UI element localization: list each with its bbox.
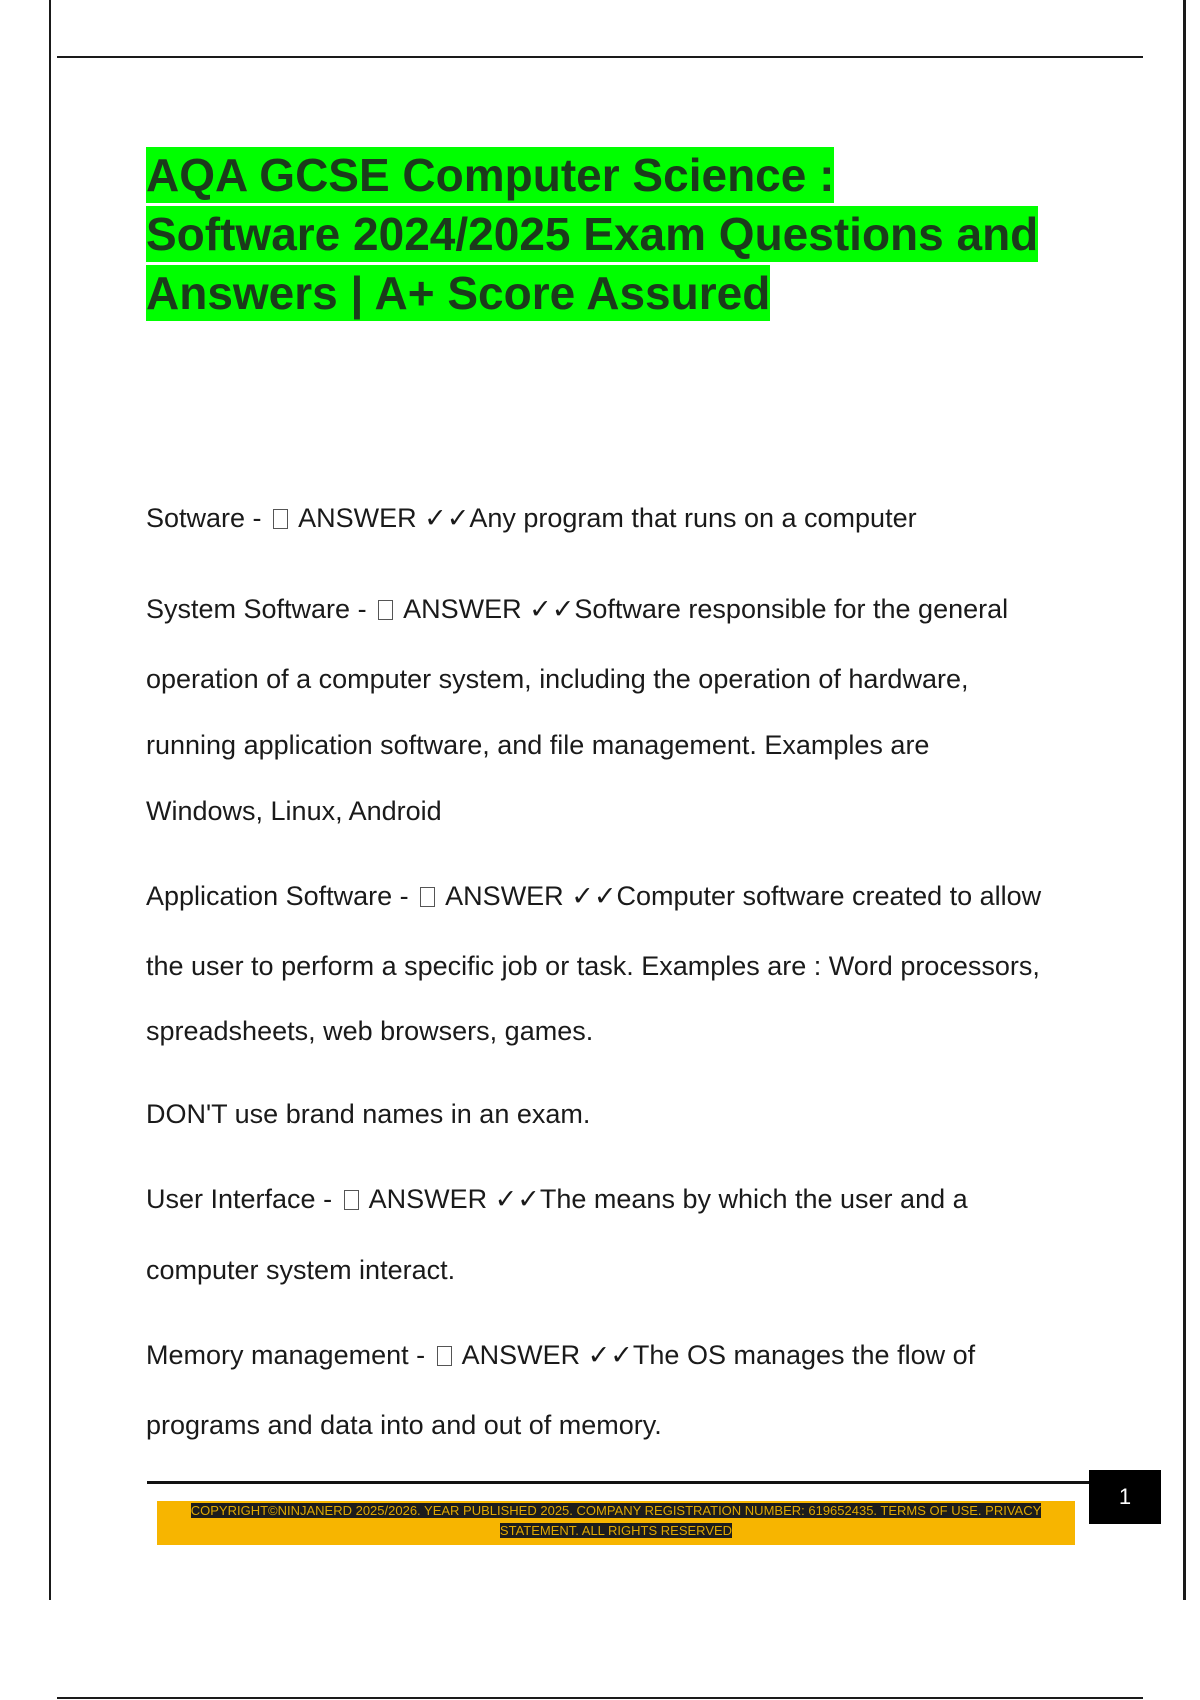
page-border-right bbox=[1183, 0, 1186, 1600]
answer-marker: ANSWER bbox=[368, 1184, 488, 1214]
definition: The OS manages the flow of bbox=[632, 1340, 976, 1370]
copyright-line: COPYRIGHT©NINJANERD 2025/2026. YEAR PUBLISHED 2025. COMPANY REGISTRATION NUMBER: 619652435. TERMS OF USE. PRIVACY bbox=[190, 1503, 1042, 1518]
qa-entry-user-interface bbox=[146, 1184, 968, 1215]
title-line: Answers | A+ Score Assured bbox=[146, 267, 771, 319]
checkbox-square-icon bbox=[420, 887, 435, 907]
term: System Software - bbox=[146, 594, 367, 624]
answer-marker: ANSWER bbox=[298, 503, 417, 533]
footer-rule bbox=[147, 1481, 1089, 1484]
title-line: Software 2024/2025 Exam Questions and bbox=[146, 208, 1039, 260]
qa-entry-application-software bbox=[146, 881, 1041, 912]
term: Memory management - bbox=[146, 1340, 426, 1370]
answer-marker: ANSWER bbox=[403, 594, 522, 624]
definition: Software responsible for the general bbox=[574, 594, 1009, 624]
copyright-notice bbox=[191, 1503, 1042, 1538]
page-number: 1 bbox=[1089, 1470, 1161, 1524]
definition-continuation: the user to perform a specific job or task. Examples are : Word processors, bbox=[146, 951, 1040, 981]
definition-continuation: computer system interact. bbox=[146, 1255, 456, 1285]
double-check-icon: ✓✓ bbox=[571, 881, 617, 911]
copyright-band bbox=[157, 1501, 1075, 1545]
title-line: AQA GCSE Computer Science : bbox=[146, 149, 835, 201]
checkbox-square-icon bbox=[273, 509, 288, 529]
next-page-rule bbox=[57, 1697, 1143, 1699]
definition: Computer software created to allow bbox=[616, 881, 1042, 911]
definition-continuation: running application software, and file management. Examples are bbox=[146, 730, 930, 760]
header-rule bbox=[57, 56, 1143, 58]
checkbox-square-icon bbox=[344, 1190, 359, 1210]
term: User Interface - bbox=[146, 1184, 333, 1214]
page-border-left bbox=[49, 0, 51, 1600]
double-check-icon: ✓✓ bbox=[494, 1184, 540, 1214]
term: Application Software - bbox=[146, 881, 409, 911]
definition: Any program that runs on a computer bbox=[469, 503, 917, 533]
definition-continuation: programs and data into and out of memory. bbox=[146, 1410, 662, 1440]
checkbox-square-icon bbox=[378, 600, 393, 620]
copyright-line: STATEMENT. ALL RIGHTS RESERVED bbox=[499, 1523, 733, 1538]
definition-continuation: spreadsheets, web browsers, games. bbox=[146, 1016, 594, 1046]
answer-marker: ANSWER bbox=[445, 881, 564, 911]
double-check-icon: ✓✓ bbox=[529, 594, 575, 624]
definition-continuation: operation of a computer system, including the operation of hardware, bbox=[146, 664, 969, 694]
document-title bbox=[146, 146, 1096, 323]
definition: The means by which the user and a bbox=[539, 1184, 968, 1214]
term: Sotware - bbox=[146, 503, 262, 533]
double-check-icon: ✓✓ bbox=[424, 503, 470, 533]
qa-entry-system-software bbox=[146, 594, 1008, 625]
qa-entry-memory-management bbox=[146, 1340, 975, 1371]
exam-note: DON'T use brand names in an exam. bbox=[146, 1099, 591, 1129]
double-check-icon: ✓✓ bbox=[587, 1340, 633, 1370]
checkbox-square-icon bbox=[437, 1346, 452, 1366]
answer-marker: ANSWER bbox=[461, 1340, 581, 1370]
qa-entry-software bbox=[146, 503, 917, 534]
definition-continuation: Windows, Linux, Android bbox=[146, 796, 442, 826]
